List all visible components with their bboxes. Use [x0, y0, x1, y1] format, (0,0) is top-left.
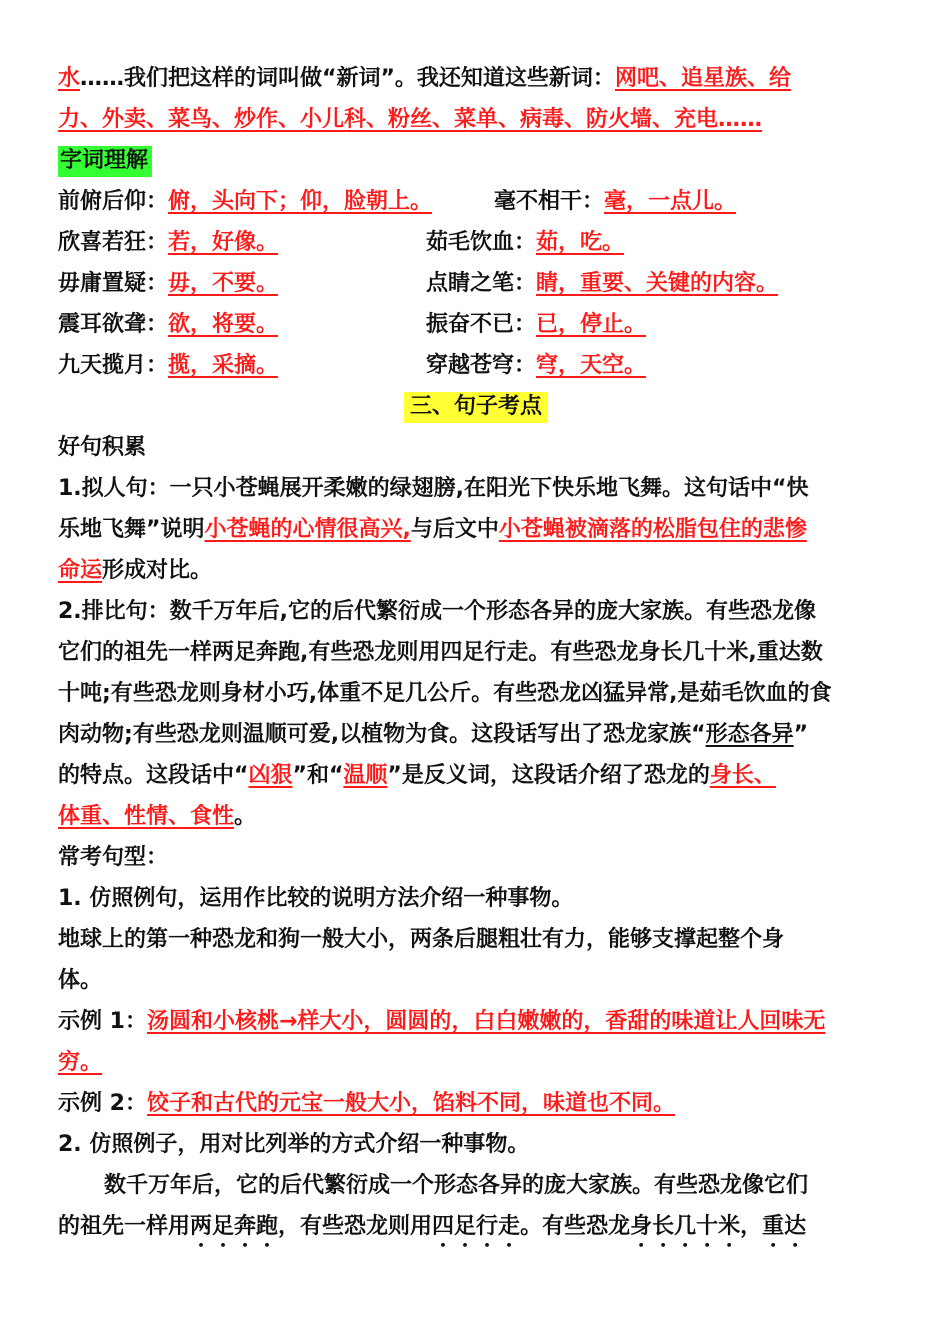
text: 形成对比。	[102, 558, 213, 583]
text: 乐地飞舞”说明	[58, 517, 205, 542]
vocab-item	[494, 181, 736, 222]
vocab-item	[58, 181, 494, 222]
vocab-item	[426, 222, 624, 263]
vocab-item	[58, 222, 426, 263]
text: ”是反义词，这段话介绍了恐龙的	[387, 763, 710, 788]
vocab-term: 前俯后仰：	[58, 189, 169, 214]
vocab-term: 震耳欲聋：	[58, 312, 169, 337]
s1-line-2	[58, 509, 894, 550]
s2-line-6	[58, 796, 894, 837]
vocab-def: 若，好像。	[168, 230, 279, 255]
answer-red: 穷。	[58, 1050, 103, 1075]
q1-title: 1. 仿照例句，运用作比较的说明方法介绍一种事物。	[58, 886, 574, 911]
q1-example-1: 地球上的第一种恐龙和狗一般大小，两条后腿粗壮有力，能够支撑起整个身	[58, 927, 785, 952]
vocab-term: 九天揽月：	[58, 353, 169, 378]
vocab-def: 俯，头向下；仰，脸朝上。	[168, 189, 433, 214]
emphasis-dotted: 重达	[762, 1214, 807, 1239]
vocab-heading-line	[58, 140, 894, 181]
s2-line-5	[58, 755, 894, 796]
s2-line-1: 2.排比句：数千万年后,它的后代繁衍成一个形态各异的庞大家族。有些恐龙像	[58, 599, 817, 624]
s1-line-1: 1.拟人句：一只小苍蝇展开柔嫩的绿翅膀,在阳光下快乐地飞舞。这句话中“快	[58, 476, 809, 501]
vocab-term: 茹毛饮血：	[426, 230, 537, 255]
answer-red: 小苍蝇的心情很高兴,	[204, 517, 411, 542]
text: ”和“	[292, 763, 344, 788]
text: 的祖先一样用	[58, 1214, 191, 1239]
vocab-def: 揽，采摘。	[168, 353, 279, 378]
vocab-term: 毋庸置疑：	[58, 271, 169, 296]
emphasis-dotted: 四足行走	[432, 1214, 521, 1239]
vocab-item	[58, 304, 426, 345]
answer-underlined: 形态各异	[705, 722, 794, 747]
vocab-item	[58, 263, 426, 304]
vocab-def: 穹，天空。	[536, 353, 647, 378]
s1-line-3	[58, 550, 894, 591]
vocab-item	[426, 304, 646, 345]
new-word-red: 水	[58, 66, 81, 91]
vocab-item	[58, 345, 426, 386]
text: ，有些恐龙则用	[278, 1214, 433, 1239]
intro-text: ……我们把这样的词叫做“新词”。我还知道这些新词：	[80, 66, 615, 91]
emphasis-dotted: 身长几十米	[630, 1214, 741, 1239]
text: ”	[793, 722, 809, 747]
vocab-term: 毫不相干：	[494, 189, 605, 214]
q2-para-1: 数千万年后，它的后代繁衍成一个形态各异的庞大家族。有些恐龙像它们	[104, 1173, 809, 1198]
s2-line-4	[58, 714, 894, 755]
vocab-term: 欣喜若狂：	[58, 230, 169, 255]
example-label: 示例 1：	[58, 1009, 147, 1034]
vocab-row	[58, 345, 894, 386]
vocab-def: 睛，重要、关键的内容。	[536, 271, 779, 296]
vocab-def: 欲，将要。	[168, 312, 279, 337]
answer-red: 汤圆和小核桃→样大小，圆圆的，白白嫩嫩的，香甜的味道让人回味无	[146, 1009, 826, 1034]
text: 与后文中	[410, 517, 499, 542]
vocab-term: 振奋不已：	[426, 312, 537, 337]
good-sentences-title: 好句积累	[58, 435, 147, 460]
vocab-def: 已，停止。	[536, 312, 647, 337]
answer-red: 凶狠	[248, 763, 293, 788]
q1-example-2: 体。	[58, 968, 103, 993]
vocab-row	[58, 263, 894, 304]
q1-answer-1-cont	[58, 1042, 894, 1083]
common-title: 常考句型：	[58, 845, 169, 870]
text: 。	[234, 804, 257, 829]
vocab-row	[58, 304, 894, 345]
example-label: 示例 2：	[58, 1091, 147, 1116]
s2-line-3: 十吨;有些恐龙则身材小巧,体重不足几公斤。有些恐龙凶猛异常,是茹毛饮血的食	[58, 681, 832, 706]
vocab-term: 点睛之笔：	[426, 271, 537, 296]
vocab-def: 毫，一点儿。	[604, 189, 737, 214]
intro-line-1	[58, 58, 894, 99]
answer-red: 命运	[58, 558, 103, 583]
vocab-term: 穿越苍穹：	[426, 353, 537, 378]
emphasis-dotted: 两足奔跑	[190, 1214, 279, 1239]
q1-answer-2	[58, 1083, 894, 1124]
section-heading: 三、句子考点	[404, 392, 548, 423]
new-words-list-2: 力、外卖、菜鸟、炒作、小儿科、粉丝、菜单、病毒、防火墙、充电……	[58, 107, 763, 132]
answer-red: 小苍蝇被滴落的松脂包住的悲惨	[498, 517, 807, 542]
text: 的特点。这段话中“	[58, 763, 249, 788]
vocab-item	[426, 263, 778, 304]
new-words-list-1: 网吧、追星族、给	[614, 66, 791, 91]
intro-line-2	[58, 99, 894, 140]
answer-red: 身长、	[709, 763, 776, 788]
document-page	[58, 58, 894, 1252]
vocab-row	[58, 222, 894, 263]
q2-para-2	[58, 1206, 894, 1252]
answer-red: 温顺	[343, 763, 388, 788]
q1-answer-1	[58, 1001, 894, 1042]
answer-red: 体重、性情、食性	[58, 804, 235, 829]
text: 。有些恐龙	[520, 1214, 631, 1239]
section-heading-line	[58, 386, 894, 427]
answer-red: 饺子和古代的元宝一般大小，馅料不同，味道也不同。	[146, 1091, 675, 1116]
text: ，	[740, 1214, 763, 1239]
vocab-def: 毋，不要。	[168, 271, 279, 296]
vocab-heading: 字词理解	[58, 146, 152, 177]
vocab-def: 茹，吃。	[536, 230, 625, 255]
text: 肉动物;有些恐龙则温顺可爱,以植物为食。这段话写出了恐龙家族“	[58, 722, 706, 747]
vocab-row	[58, 181, 894, 222]
vocab-item	[426, 345, 646, 386]
q2-title: 2. 仿照例子，用对比列举的方式介绍一种事物。	[58, 1132, 530, 1157]
s2-line-2: 它们的祖先一样两足奔跑,有些恐龙则用四足行走。有些恐龙身长几十米,重达数	[58, 640, 823, 665]
